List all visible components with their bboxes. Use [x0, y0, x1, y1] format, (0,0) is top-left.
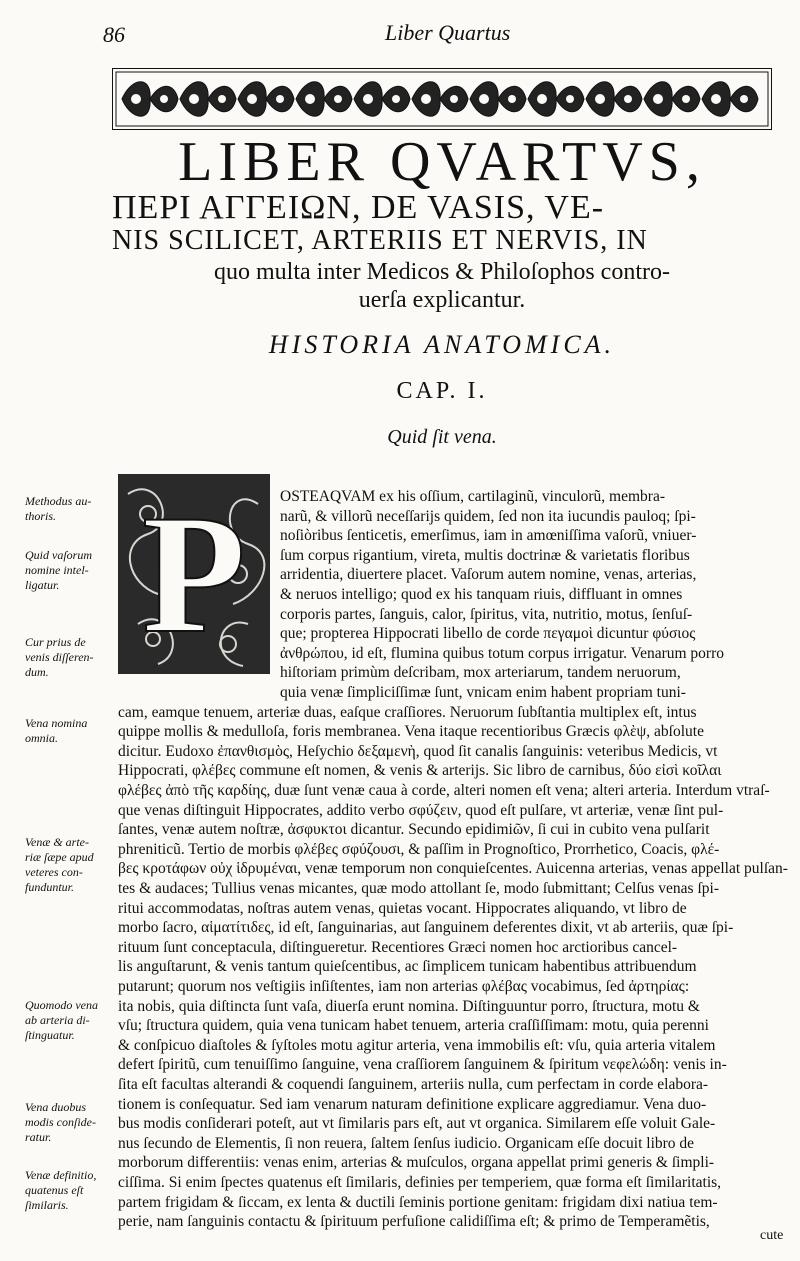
title-line-4: quo multa inter Medicos & Philoſophos contro- [214, 259, 670, 285]
text-line: arridentia, diuertere placet. Vaſorum autem nomine, venas, arterias, [280, 566, 697, 584]
title-line-1: LIBER QVARTVS, [178, 131, 706, 193]
decorated-initial [118, 474, 270, 674]
text-line: & neruos intelligo; quod ex his tanquam riuis, diffluant in omnes [280, 586, 683, 603]
title-line-2: ΠΕΡΙ ΑΓΓΕΙΩΝ, DE VASIS, VE- [112, 189, 605, 226]
title-line-3: NIS SCILICET, ARTERIIS ET NERVIS, IN [112, 225, 648, 256]
text-line: cam, eamque tenuem, arteriæ duas, eaſque craſſiores. Neruorum ſubſtantia multiplex eſt, intus [118, 703, 697, 721]
text-line: ciſſima. Si enim ſpectes quatenus eſt ſimilaris, definies per temperiem, quæ forma eſt ſimilaritatis, [118, 1174, 722, 1191]
marginal-note: Quomodo vena ab arteria di- ſtinguatur. [25, 998, 98, 1042]
text-line: perie, nam ſanguinis contactu & ſpirituum perfuſione calidiſſima eſt; & primo de Temperamẽtis, [118, 1213, 710, 1231]
page-number: 86 [103, 22, 125, 47]
text-line: Hippocrati, φλέβες commune eſt nomen, & venis & arterijs. Sic libro de carnibus, δύο εἰσὶ κοῖλαι [118, 762, 722, 780]
text-line: tionem is conſequatur. Sed iam venarum naturam definitione explicare aggrediamur. Vena duo- [118, 1095, 707, 1113]
marginal-note: Venæ & arte- riæ ſæpe apud veteres con- funduntur. [25, 835, 94, 894]
text-line: morbo ſacro, αἱματίτιδες, id eſt, ſanguinarias, aut ſanguinem deferentes dixit, vt ab arteriis, quæ ſpi- [118, 919, 734, 937]
marginal-note: Cur prius de venis diſſeren- dum. [25, 635, 94, 679]
text-line: quippe mollis & medulloſa, foris membranea. Vena itaque recentioribus Græcis φλὲψ, abſolute [118, 723, 704, 741]
text-line: & conſpicuo diaſtoles & ſyſtoles motu agitur arteria, vena immobilis eſt: vſu, quia arteria vitalem [118, 1036, 716, 1054]
text-line: phreniticũ. Tertio de morbis φλέβες σφύζουσι, & paſſim in Prognoſtico, Prorrhetico, Coacis, φλέ- [118, 840, 720, 858]
marginal-note: Quid vaſorum nomine intel- ligatur. [25, 548, 92, 592]
title-line-5: uerſa explicantur. [358, 287, 526, 313]
chapter-subtitle: Quid ſit vena. [387, 426, 497, 448]
text-line: que venas diſtinguit Hippocrates, addito verbo σφύζειν, quod eſt pulſare, vt arteriæ, venæ ſint pul- [118, 801, 724, 819]
marginal-note: Methodus au- thoris. [25, 494, 92, 523]
text-line: ita nobis, quia diſtincta ſunt vaſa, diuerſa erunt nomina. Diſtinguuntur porro, ſtructura, motu & [118, 997, 700, 1015]
marginal-note: Venæ definitio, quatenus eſt ſimilaris. [25, 1168, 97, 1212]
text-line: hiſtoriam primùm deſcribam, mox arteriarum, tandem neruorum, [280, 664, 681, 682]
text-line: vſu; ſtructura quidem, quia vena tunicam habet tenuem, arteria craſſiſſimam: motu, quia perenni [118, 1017, 709, 1035]
text-line: ſum corpus rigantium, vireta, multis doctrinæ & varietatis floribus [280, 546, 690, 564]
text-line: rituum ſunt conceptacula, diſtingueretur. Recentiores Græci nomen hoc arctioribus cancel- [118, 938, 678, 956]
text-line: dicitur. Eudoxo ἐπανθισμὸς, Heſychio δεξαμενὴ, quod ſit canalis ſanguinis: veteribus Medicis, vt [118, 742, 718, 760]
marginal-note: Vena duobus modis conſide- ratur. [25, 1100, 96, 1144]
text-line: morborum differentiis: venas enim, arterias & muſculos, organa appellat primi generis & ſimpli- [118, 1154, 715, 1172]
text-line: narũ, & villorũ neceſſarijs quidem, ſed non ita iucundis pauloq; ſpi- [280, 507, 696, 525]
text-line: bus modis conſiderari poteſt, aut vt ſimilaris pars eſt, aut vt organica. Similarem eſſe voluit Gale- [118, 1115, 716, 1133]
text-line: OSTEAQVAM ex his oſſium, cartilaginũ, vinculorũ, membra- [280, 488, 666, 505]
marginal-note: Vena nomina omnia. [25, 716, 88, 745]
text-line: putarunt; quorum nos veſtigiis inſiſtentes, iam non arterias φλέβας vocabimus, ſed ἀρτηρίας: [118, 978, 690, 995]
text-line: lis anguſtarunt, & venis tantum quieſcentibus, ac ſimplicem tunicam habentibus attribuendum [118, 958, 697, 976]
text-line: defert ſpiritũ, cum tenuiſſimo ſanguine, vena craſſiorem ſanguinem & ſpiritum νεφελώδη: venis in- [118, 1056, 727, 1074]
text-line: tes & audaces; Tullius venas micantes, quæ modo attollant ſe, modo ſubmittant; Celſus venas ſpi- [118, 880, 719, 897]
text-line: ſita eſt facultas alterandi & coquendi ſanguinem, arteriis nulla, cum perfectam in corde elabora- [118, 1076, 709, 1093]
text-line: partem frigidam & ſiccam, ex lenta & ductili ſeminis portione genitam: frigidam dixi natiua tem- [118, 1193, 718, 1211]
text-line: nus ſecundo de Elementis, ſi non reuera, ſaltem ſenſus iudicio. Organicam eſſe docuit libro de [118, 1134, 695, 1152]
text-line: que; propterea Hippocrati libello de corde πεγαμοὶ dicuntur φύσιος [280, 625, 696, 643]
text-line: noſiòribus ſenticetis, emerſimus, iam in amœniſſima vaſorũ, vniuer- [280, 527, 697, 545]
ornament-band [112, 68, 772, 130]
text-line: βες κροτάφων οὐχ ἱδρυμέναι, venæ temporum non conquieſcentes. Auicenna arterias, venas appellat pulſan- [118, 860, 788, 878]
text-line: ſantes, venæ autem noſtræ, ἀσφυκτοι dicantur. Secundo epidimiῶν, ſi cui in cubito vena pulſarit [118, 821, 710, 839]
catchword: cute [760, 1228, 784, 1243]
text-line: ἀνθρώπου, id eſt, flumina quibus totum corpus irrigatur. Venarum porro [280, 644, 725, 662]
text-line: φλέβες ἀπὸ τῆς καρδίης, duæ ſunt venæ caua à corde, alteri nomen eſt vena; alteri arteria. Interdum vtraſ- [118, 782, 770, 799]
text-line: ritui accommodatas, noſtras autem venas, quietas vocant. Hippocrates aliquando, vt libro de [118, 899, 687, 917]
section-heading: HISTORIA ANATOMICA. [268, 330, 616, 359]
running-title: Liber Quartus [385, 20, 511, 45]
text-line: corporis partes, ſanguis, calor, ſpiritus, vita, nutritio, motus, ſenſuſ- [280, 605, 693, 623]
initial-letter: P [142, 480, 246, 668]
chapter-heading: CAP. I. [396, 378, 488, 404]
text-line: quia venæ ſimpliciſſimæ ſunt, vnicam enim habent propriam tuni- [280, 684, 686, 701]
